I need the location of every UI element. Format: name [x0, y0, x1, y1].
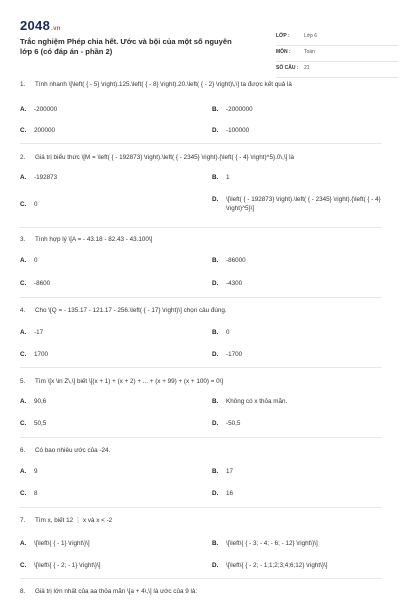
- option-text: -17: [34, 329, 44, 336]
- option-text: 0: [34, 257, 38, 264]
- option-text: 50,5: [34, 420, 47, 427]
- meta-row-subject: [276, 46, 398, 62]
- meta-value: Lớp 6: [304, 33, 318, 39]
- divider: [20, 227, 382, 228]
- question-text: Giá trị lớn nhất của aa thỏa mãn \[a + 4\,\] là ước của 9 là:: [35, 588, 198, 595]
- option-letter: B.: [212, 398, 219, 405]
- option-letter: D.: [212, 280, 219, 287]
- option-letter: D.: [212, 420, 219, 427]
- option-text: -8600: [34, 280, 51, 287]
- question-number: 3.: [20, 236, 26, 243]
- question-text: Tìm x, biết 12 ⋮ x và x < -2: [35, 517, 113, 524]
- option-letter: B.: [212, 329, 219, 336]
- option-text: \[\left( { - 192873} \right).\left( { - 2345} \right).{\left( { - 4} \right)^5}\]: [226, 196, 381, 212]
- option-letter: A.: [20, 540, 27, 547]
- option-text: 16: [226, 490, 234, 497]
- question-text: Cho \[Q = - 135.17 - 121.17 - 256.\left( { - 17} \right)\] chọn câu đúng.: [35, 307, 227, 314]
- option-text: \[\left\{ { - 1} \right\}\]: [34, 540, 90, 547]
- option-text: \[\left\{ { - 3; - 4; - 6; - 12} \right\}\]: [226, 540, 318, 547]
- question-text: Giá trị biểu thức \[M = \left( { - 192873} \right).\left( { - 2345} \right).{\left( { - 4} \right)^5}.0\,\] là: [35, 154, 294, 161]
- page-header: [20, 14, 382, 71]
- option-text: 9: [34, 468, 38, 475]
- option-letter: B.: [212, 257, 219, 264]
- option-letter: A.: [20, 174, 27, 181]
- question-number: 6.: [20, 447, 26, 454]
- divider: [20, 437, 382, 438]
- option-letter: D.: [212, 562, 219, 569]
- question-number: 4.: [20, 307, 26, 314]
- option-text: -200000: [34, 106, 58, 113]
- option-letter: B.: [212, 540, 219, 547]
- option-text: Không có x thỏa mãn.: [226, 398, 288, 405]
- option-letter: A.: [20, 329, 27, 336]
- option-text: -100000: [226, 127, 250, 134]
- option-text: 0: [34, 201, 38, 208]
- option-letter: C.: [20, 420, 27, 427]
- option-letter: A.: [20, 398, 27, 405]
- option-text: 200000: [34, 127, 56, 134]
- option-letter: C.: [20, 127, 27, 134]
- divider: [20, 507, 382, 508]
- option-letter: C.: [20, 490, 27, 497]
- divider: [20, 578, 382, 579]
- question-number: 5.: [20, 378, 26, 385]
- option-text: -50,5: [226, 420, 241, 427]
- option-text: 90,6: [34, 398, 47, 405]
- option-text: \[\left\{ { - 2; - 1} \right\}\]: [34, 562, 101, 569]
- option-letter: D.: [212, 490, 219, 497]
- option-text: -2000000: [226, 106, 253, 113]
- question-number: 7.: [20, 517, 26, 524]
- option-text: 1: [226, 174, 230, 181]
- option-letter: D.: [212, 196, 219, 203]
- question-number: 1.: [20, 81, 26, 88]
- option-letter: A.: [20, 106, 27, 113]
- question-text: Tính hợp lý \[A = - 43.18 - 82.43 - 43.100\]: [35, 236, 153, 243]
- meta-key: LỚP :: [276, 33, 290, 39]
- option-text: 1700: [34, 351, 49, 358]
- option-letter: A.: [20, 257, 27, 264]
- meta-row-class: [276, 30, 398, 46]
- question-number: 8.: [20, 588, 26, 595]
- option-letter: D.: [212, 351, 219, 358]
- option-letter: C.: [20, 280, 27, 287]
- question-text: Có bao nhiêu ước của -24.: [35, 447, 111, 454]
- divider: [20, 143, 382, 144]
- option-letter: B.: [212, 468, 219, 475]
- option-letter: A.: [20, 468, 27, 475]
- option-letter: B.: [212, 174, 219, 181]
- option-text: \[\left\{ { - 2; - 1;1;2;3;4;6;12} \right\}\]: [226, 562, 328, 569]
- option-letter: C.: [20, 562, 27, 569]
- option-text: -192873: [34, 174, 58, 181]
- option-text: 17: [226, 468, 234, 475]
- option-text: -1700: [226, 351, 243, 358]
- option-text: -86000: [226, 257, 246, 264]
- meta-value: 21: [304, 65, 310, 71]
- meta-table: [276, 30, 398, 78]
- site-logo[interactable]: 2048.vn: [20, 18, 61, 33]
- divider: [20, 297, 382, 298]
- option-letter: C.: [20, 351, 27, 358]
- question-number: 2.: [20, 154, 26, 161]
- option-letter: C.: [20, 201, 27, 208]
- divider: [20, 367, 382, 368]
- option-text: 0: [226, 329, 230, 336]
- question-text: Tìm \[x \in Z\,\] biết \[(x + 1) + (x + 2) + ... + (x + 99) + (x + 100) = 0\]: [35, 378, 224, 385]
- meta-value: Toán: [304, 49, 315, 55]
- meta-key: MÔN :: [276, 49, 291, 55]
- option-text: 8: [34, 490, 38, 497]
- option-text: -4300: [226, 280, 243, 287]
- option-letter: D.: [212, 127, 219, 134]
- page-title: Trắc nghiệm Phép chia hết. Ước và bội của một số nguyên lớp 6 (có đáp án - phần 2): [20, 37, 232, 57]
- meta-key: SỐ CÂU :: [276, 65, 299, 71]
- option-letter: B.: [212, 106, 219, 113]
- meta-row-count: [276, 62, 398, 78]
- question-text: Tính nhanh \[\left( { - 5} \right).125.\left( { - 8} \right).20.\left( { - 2} \right)\,\] ta được kết quả là: [35, 81, 292, 88]
